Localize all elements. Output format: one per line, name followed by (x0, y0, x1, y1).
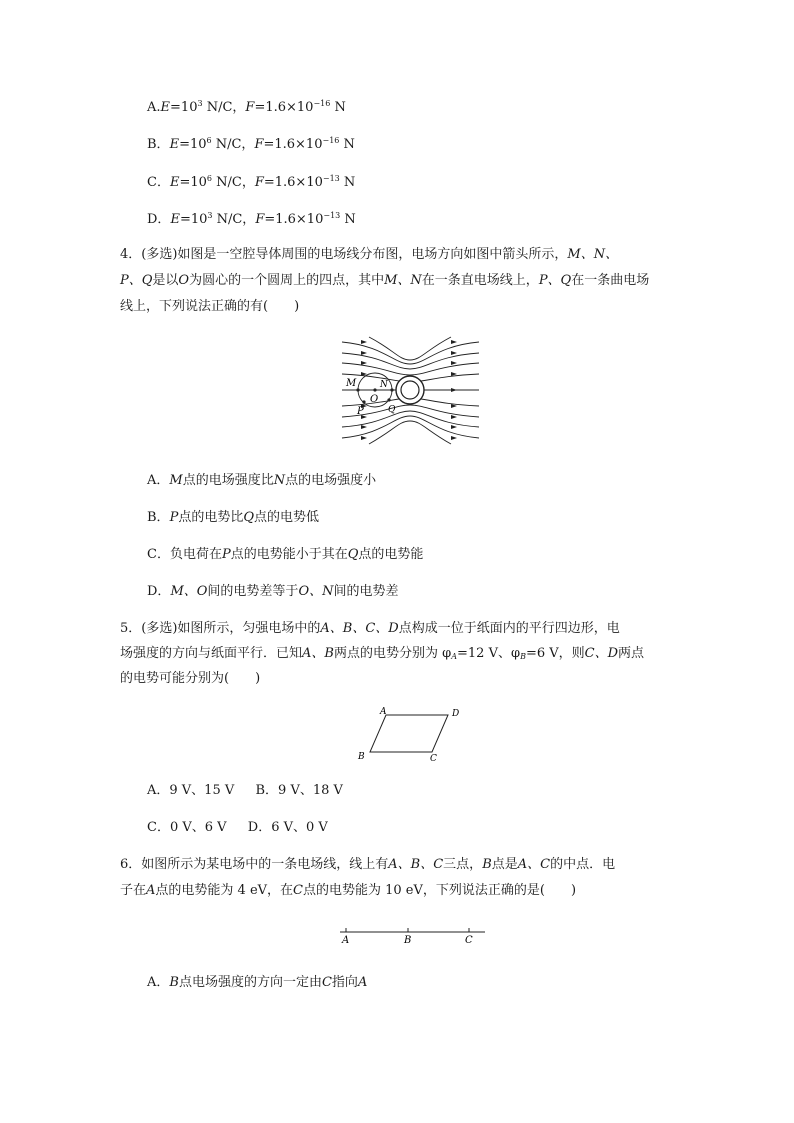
q4-stem-line-2 (120, 272, 649, 290)
value: =1.6×10 (263, 175, 323, 190)
q4-option-d (147, 583, 399, 601)
var: C (321, 975, 332, 990)
q3-option-a (147, 99, 346, 117)
text: C．0 V、6 V D．6 V、0 V (147, 820, 328, 835)
text: 两点 (618, 646, 645, 661)
var-e: E (169, 137, 180, 152)
var: P (221, 547, 231, 562)
unit: N/C， (211, 137, 255, 152)
text: 间的电势差 (333, 584, 399, 599)
label-q: Q (388, 405, 396, 415)
text: 点的电势能小于其在 (230, 547, 348, 562)
text: 点的电势低 (254, 510, 320, 525)
var: P、Q (120, 273, 153, 288)
var: M、N、 (567, 247, 619, 262)
exponent: −16 (313, 99, 331, 108)
label-d: D (452, 709, 460, 719)
text: 在一条直电场线上， (421, 273, 539, 288)
text: 4．(多选)如图是一空腔导体周围的电场线分布图，电场方向如图中箭头所示， (120, 247, 568, 262)
var-f: F (245, 100, 255, 115)
var: O、N (298, 584, 334, 599)
var: P (169, 510, 179, 525)
var: B (482, 857, 492, 872)
text: A． (147, 975, 170, 990)
q4-option-c (147, 546, 423, 564)
q5-stem-line-3 (120, 670, 260, 688)
label-c: C (465, 935, 473, 946)
exponent: 6 (206, 174, 212, 183)
text: A．9 V、15 V B．9 V、18 V (147, 783, 343, 798)
var: A (357, 975, 368, 990)
var: N (273, 473, 286, 488)
option-letter: D． (147, 212, 171, 227)
var: A (146, 883, 156, 898)
text: 场强度的方向与纸面平行．已知 (120, 646, 303, 661)
var-f: F (255, 212, 265, 227)
label-n: N (380, 380, 388, 390)
exponent: −13 (322, 174, 340, 183)
unit: N (339, 137, 355, 152)
value: =1.6×10 (254, 100, 314, 115)
text: A． (147, 473, 170, 488)
field-lines-figure (339, 336, 481, 446)
unit: N/C， (212, 212, 256, 227)
unit: N (340, 212, 356, 227)
exponent: 3 (197, 99, 203, 108)
label-p: P (357, 406, 364, 417)
q4-option-b (147, 509, 319, 527)
text: 点的电场强度小 (285, 473, 377, 488)
q5-stem-line-1 (120, 620, 620, 638)
var: O (178, 273, 190, 288)
text: 点的电势比 (178, 510, 244, 525)
var-e: E (170, 212, 180, 227)
value: =10 (179, 212, 208, 227)
var-f: F (254, 175, 264, 190)
var-e: E (160, 100, 171, 115)
value: =10 (179, 175, 207, 190)
exponent: 6 (206, 136, 212, 145)
label-b: B (358, 752, 365, 762)
unit: N/C， (211, 175, 255, 190)
parallelogram-figure (352, 704, 462, 764)
q6-stem-line-1 (120, 856, 615, 874)
text: 点的电势能为 4 eV，在 (155, 883, 294, 898)
var: Q (243, 510, 254, 525)
q6-option-a (147, 974, 367, 992)
text: 的电势可能分别为( ) (120, 671, 261, 686)
unit: N/C， (202, 100, 246, 115)
label-a: A (380, 707, 387, 717)
var: C (293, 883, 303, 898)
value: =10 (170, 100, 198, 115)
text: C．负电荷在 (147, 547, 222, 562)
text: 点的电势能为 10 eV，下列说法正确的是( ) (302, 883, 577, 898)
text: 点是 (491, 857, 518, 872)
exponent: 3 (207, 211, 213, 220)
text: =6 V，则 (525, 646, 585, 661)
text: 间的电势差等于 (207, 584, 299, 599)
value: =1.6×10 (264, 212, 324, 227)
q5-stem-line-2 (120, 645, 644, 663)
text: 点的电势能 (358, 547, 424, 562)
label-o: O (370, 394, 379, 405)
text: 的中点．电 (550, 857, 616, 872)
var-f: F (254, 137, 264, 152)
q4-stem-line-1 (120, 246, 618, 264)
var: B (169, 975, 179, 990)
option-letter: A. (147, 100, 161, 115)
var: A、B、C (388, 857, 444, 872)
var: Q (347, 547, 359, 562)
text: 点构成一位于纸面内的平行四边形，电 (398, 621, 620, 636)
var: A、B (302, 646, 334, 661)
var: M、O (170, 584, 208, 599)
subscript: A (451, 652, 457, 661)
text: 5．(多选)如图所示，匀强电场中的 (120, 621, 321, 636)
q4-stem-line-3 (120, 298, 299, 316)
var: C、D (584, 646, 619, 661)
q6-stem-line-2 (120, 882, 576, 900)
subscript: B (520, 652, 526, 661)
var: A、B、C、D (320, 621, 399, 636)
text: B． (147, 510, 170, 525)
q4-option-a (147, 472, 376, 490)
text: 6．如图所示为某电场中的一条电场线，线上有 (120, 857, 389, 872)
unit: N (330, 100, 346, 115)
q3-option-c (147, 174, 355, 192)
label-m: M (346, 378, 357, 389)
var: M (169, 473, 183, 488)
value: =1.6×10 (263, 137, 323, 152)
text: 子在 (120, 883, 147, 898)
option-letter: C． (147, 175, 170, 190)
text: 线上，下列说法正确的有( ) (120, 299, 300, 314)
text: 点的电场强度比 (182, 473, 274, 488)
value: =10 (179, 137, 207, 152)
text: 是以 (152, 273, 179, 288)
text: 三点， (443, 857, 483, 872)
q5-options-row-2 (147, 819, 328, 837)
q3-option-d (147, 211, 356, 229)
text: =12 V、φ (457, 646, 521, 661)
var-e: E (169, 175, 180, 190)
var: M、N (384, 273, 422, 288)
var: A、C (517, 857, 551, 872)
text: 指向 (331, 975, 358, 990)
text: 为圆心的一个圆周上的四点，其中 (189, 273, 385, 288)
exponent: −16 (322, 136, 340, 145)
text: D． (147, 584, 171, 599)
label-a: A (342, 935, 350, 946)
q3-option-b (147, 136, 355, 154)
option-letter: B． (147, 137, 170, 152)
text: 在一条曲电场 (571, 273, 650, 288)
exponent: −13 (323, 211, 341, 220)
var: P、Q (538, 273, 572, 288)
label-b: B (404, 935, 412, 946)
field-line-abc-figure (337, 924, 487, 946)
label-c: C (430, 754, 437, 764)
unit: N (339, 175, 356, 190)
text: 点电场强度的方向一定由 (178, 975, 322, 990)
text: 两点的电势分别为 φ (333, 646, 452, 661)
q5-options-row-1 (147, 782, 343, 800)
